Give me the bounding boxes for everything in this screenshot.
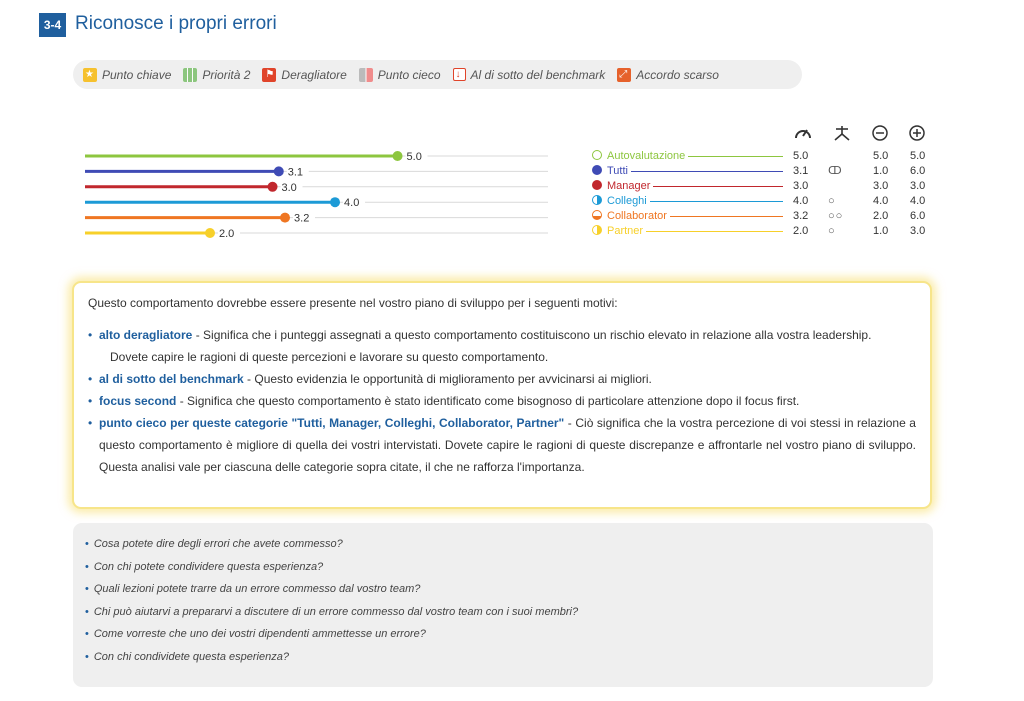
row-score: 3.0	[793, 180, 809, 192]
reason-term: focus second	[99, 394, 177, 408]
reason-continuation: Dovete capire le ragioni di queste percezioni e lavorare su questo comportamento.	[110, 350, 549, 364]
question-item: • Con chi potete condividere questa esperienza?	[85, 556, 933, 579]
page-title: Riconosce i propri errori	[75, 13, 277, 34]
question-item: • Quali lezioni potete trarre da un errore commesso dal vostro team?	[85, 578, 933, 601]
legend-item-below-benchmark	[453, 68, 606, 82]
row-score: 3.1	[793, 165, 809, 177]
bar-value-label: 2.0	[219, 228, 235, 240]
row-relation: ○	[828, 195, 836, 207]
row-min: 4.0	[873, 195, 889, 207]
bar-point-collaborator	[280, 213, 290, 223]
reason-item	[88, 368, 916, 390]
row-label: Partner	[607, 225, 646, 237]
row-score: 5.0	[793, 150, 809, 162]
section-number-badge: 3-4	[39, 13, 66, 37]
row-label: Colleghi	[607, 195, 650, 207]
score-row-collaborator	[575, 210, 975, 222]
bar-value-label: 5.0	[406, 151, 422, 163]
bar-point-colleghi	[330, 197, 340, 207]
score-bar-chart	[0, 120, 560, 280]
row-max: 6.0	[910, 165, 926, 177]
legend-bar	[73, 60, 802, 89]
reason-term: alto deragliatore	[99, 328, 193, 342]
below-benchmark-icon	[453, 68, 466, 81]
reason-term: al di sotto del benchmark	[99, 372, 244, 386]
question-item: • Chi può aiutarvi a prepararvi a discutere di un errore commesso dal vostro team con i suoi membri?	[85, 601, 933, 624]
bar-value-label: 3.1	[287, 166, 304, 179]
self-assessment-icon	[592, 150, 602, 160]
legend-label: Al di sotto del benchmark	[470, 67, 606, 82]
legend-label: Accordo scarso	[636, 67, 719, 82]
reason-text: - Questo evidenzia le opportunità di miglioramento per avvicinarsi ai migliori.	[243, 372, 652, 386]
row-label: Collaborator	[607, 210, 670, 222]
reason-term: punto cieco per queste categorie "Tutti, Manager, Colleghi, Collaborator, Partner"	[99, 416, 565, 430]
row-max: 3.0	[910, 180, 926, 192]
reasons-intro: Questo comportamento dovrebbe essere presente nel vostro piano di sviluppo per i seguenti motivi:	[88, 296, 618, 310]
score-table	[575, 120, 975, 280]
manager-icon	[592, 180, 602, 190]
key-point-icon	[83, 68, 97, 82]
row-min: 5.0	[873, 150, 889, 162]
reason-item	[88, 324, 916, 368]
row-min: 3.0	[873, 180, 889, 192]
legend-label: Punto cieco	[377, 67, 441, 82]
row-relation: ○○	[828, 210, 844, 222]
minus-circle-icon	[871, 124, 889, 142]
score-row-autovalutazione	[575, 150, 975, 162]
partner-icon	[592, 225, 602, 235]
score-row-manager	[575, 180, 975, 192]
question-item: • Cosa potete dire degli errori che avete commesso?	[85, 533, 933, 556]
reason-item	[88, 412, 916, 478]
legend-label: Priorità 2	[202, 67, 251, 82]
bar-value-label: 4.0	[344, 197, 360, 210]
legend-item-low-agreement	[617, 68, 719, 82]
row-max: 4.0	[910, 195, 926, 207]
legend-item-derailer	[262, 68, 346, 82]
derailer-icon	[262, 68, 276, 82]
reason-text: - Significa che i punteggi assegnati a questo comportamento costituiscono un rischio elevato in relazione alla vostra leadership.	[192, 328, 872, 342]
bar-value-label: 3.0	[281, 181, 297, 194]
legend-label: Deragliatore	[281, 67, 347, 82]
gauge-icon	[794, 124, 812, 142]
legend-item-blind-spot	[359, 68, 441, 82]
spread-icon	[833, 124, 851, 142]
row-line	[607, 171, 783, 172]
low-agreement-icon	[617, 68, 631, 82]
all-raters-icon	[592, 165, 602, 175]
question-item: • Come vorreste che uno dei vostri dipendenti ammettesse un errore?	[85, 623, 933, 646]
score-row-colleghi	[575, 195, 975, 207]
bar-point-partner	[205, 228, 215, 238]
blind-spot-icon	[359, 68, 373, 82]
row-relation: ↀ	[828, 165, 843, 177]
score-row-partner	[575, 225, 975, 237]
collaborator-icon	[592, 210, 602, 220]
reason-text: - Ciò significa che la vostra percezione di voi stessi in relazione a questo comportamento è migliore di quella dei vostri intervistati. Dovete capire le ragioni di queste discrepanze e affrontarle nel vostro piano di sviluppo. Questa analisi vale per ciascuna delle categorie sopra citate, il che ne rafforza l'importanza.	[99, 416, 916, 474]
row-min: 1.0	[873, 225, 889, 237]
bar-point-manager	[268, 182, 278, 192]
development-reasons-box	[72, 281, 932, 509]
row-max: 5.0	[910, 150, 926, 162]
plus-circle-icon	[908, 124, 926, 142]
reflection-questions-box	[73, 523, 933, 687]
score-row-tutti	[575, 165, 975, 177]
row-label: Autovalutazione	[607, 150, 688, 162]
row-score: 2.0	[793, 225, 809, 237]
colleagues-icon	[592, 195, 602, 205]
row-max: 3.0	[910, 225, 926, 237]
legend-item-priority	[183, 68, 250, 82]
legend-item-key-point	[83, 68, 171, 82]
row-score: 4.0	[793, 195, 809, 207]
bar-point-tutti	[274, 166, 284, 176]
row-min: 2.0	[873, 210, 889, 222]
question-item: • Con chi condividete questa esperienza?	[85, 646, 933, 669]
reason-text: - Significa che questo comportamento è stato identificato come bisognoso di particolare attenzione dopo il focus first.	[176, 394, 800, 408]
row-label: Manager	[607, 180, 653, 192]
row-min: 1.0	[873, 165, 889, 177]
row-relation: ○	[828, 225, 836, 237]
priority-grid-icon	[183, 68, 197, 82]
reason-item	[88, 390, 916, 412]
bar-value-label: 3.2	[294, 212, 310, 225]
row-score: 3.2	[793, 210, 809, 222]
row-label: Tutti	[607, 165, 631, 177]
legend-label: Punto chiave	[102, 67, 172, 82]
bar-point-autovalutazione	[393, 151, 403, 161]
row-max: 6.0	[910, 210, 926, 222]
